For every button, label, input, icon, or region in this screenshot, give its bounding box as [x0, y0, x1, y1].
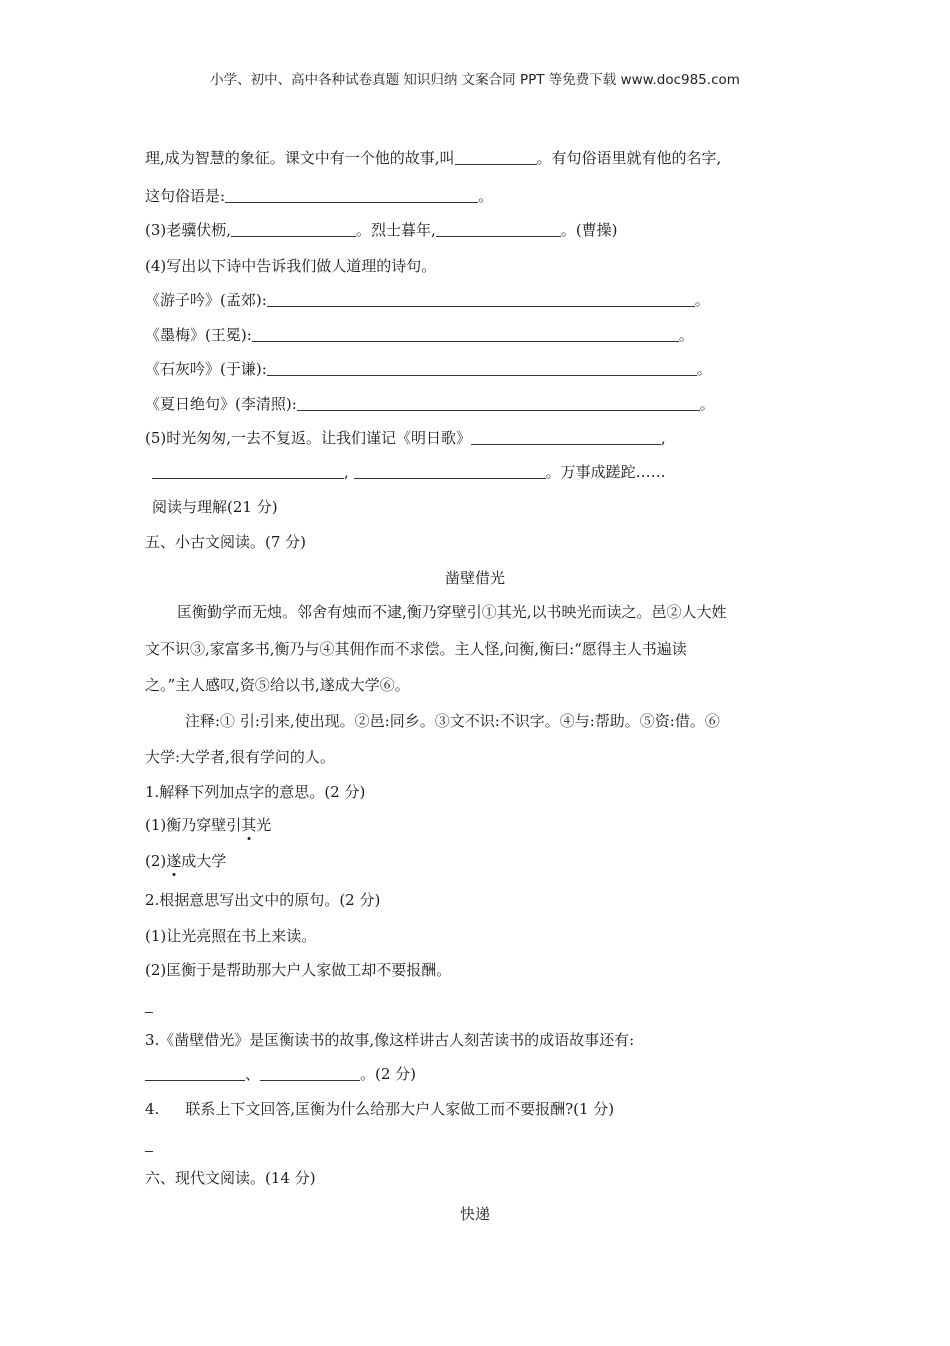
poem-label: 《石灰吟》(于谦):	[145, 360, 267, 378]
q4-number: 4.	[145, 1100, 160, 1118]
q3-text-b: 。烈士暮年,	[356, 221, 436, 239]
poem-line	[145, 359, 712, 379]
poem-label: 《墨梅》(王冕):	[145, 326, 252, 344]
passage-line: 文不识③,家富多书,衡乃与④其佣作而不求偿。主人怪,问衡,衡曰:“愿得主人书遍读	[145, 640, 687, 658]
q3-text-c: 。(曹操)	[560, 221, 618, 239]
notes-line: 大学:大学者,很有学问的人。	[145, 748, 335, 766]
passage-line: 之。”主人感叹,资⑤给以书,遂成大学⑥。	[145, 676, 410, 694]
section-reading-title: 阅读与理解(21 分)	[152, 498, 278, 516]
poem-line	[145, 394, 715, 414]
q1-a-text: (1)衡乃穿壁引	[145, 816, 242, 834]
q1-b-text: (2)	[145, 852, 167, 870]
q3-line	[145, 220, 618, 240]
q1-item-b	[145, 851, 226, 871]
poem-label: 《游子吟》(孟郊):	[145, 291, 267, 309]
poem-end: 。	[678, 326, 694, 344]
q1-item-a	[145, 815, 271, 835]
answer-blank[interactable]	[231, 221, 356, 237]
q2-item-a: (1)让光亮照在书上来读。	[145, 927, 317, 945]
q4-title: (4)写出以下诗中告诉我们做人道理的诗句。	[145, 257, 437, 275]
q1-b-text-end: 成大学	[181, 852, 227, 870]
answer-blank[interactable]	[354, 463, 546, 479]
dotted-char: 其	[241, 816, 257, 834]
q5-comma: ,	[661, 429, 666, 447]
answer-blank[interactable]	[225, 187, 478, 203]
section5-title: 五、小古文阅读。(7 分)	[145, 533, 307, 551]
answer-blank[interactable]	[252, 326, 679, 342]
page-header: 小学、初中、高中各种试卷真题 知识归纳 文案合同 PPT 等免费下载 www.doc985.com	[210, 72, 740, 88]
q3-title: 3.《凿壁借光》是匡衡读书的故事,像这样讲古人刻苦读书的成语故事还有:	[145, 1031, 635, 1049]
answer-dash[interactable]	[145, 1012, 153, 1013]
answer-blank[interactable]	[455, 149, 537, 165]
q5-end: 。万事成蹉跎……	[545, 463, 666, 481]
notes-line: 注释:① 引:引来,使出现。②邑:同乡。③文不识:不识字。④与:帮助。⑤资:借。⑥	[185, 712, 720, 730]
q-prev-line2	[145, 186, 493, 206]
q5-line1	[145, 428, 666, 448]
q5-text-a: (5)时光匆匆,一去不复返。让我们谨记《明日歌》	[145, 429, 472, 447]
dotted-char: 遂	[166, 852, 182, 870]
q-prev-text-d: 。	[478, 187, 494, 205]
q1-title: 1.解释下列加点字的意思。(2 分)	[145, 783, 366, 801]
answer-blank[interactable]	[145, 1065, 245, 1081]
q3-answer-line	[145, 1064, 416, 1084]
q2-item-b: (2)匡衡于是帮助那大户人家做工却不要报酬。	[145, 961, 452, 979]
answer-blank[interactable]	[297, 395, 700, 411]
answer-dash[interactable]	[145, 1151, 153, 1152]
poem-end: 。	[694, 291, 710, 309]
poem-label: 《夏日绝句》(李清照):	[145, 395, 297, 413]
q-prev-text-a: 理,成为智慧的象征。课文中有一个他的故事,叫	[145, 149, 455, 167]
separator: 、	[245, 1065, 261, 1083]
answer-blank[interactable]	[152, 463, 344, 479]
q-prev-text-c: 这句俗语是:	[145, 187, 226, 205]
q-prev-line1	[145, 148, 721, 168]
poem-line	[145, 325, 694, 345]
poem-end: 。	[696, 360, 712, 378]
q3-end: 。(2 分)	[360, 1065, 417, 1083]
poem-line	[145, 290, 710, 310]
q3-text-a: (3)老骥伏枥,	[145, 221, 232, 239]
answer-blank[interactable]	[267, 360, 697, 376]
answer-blank[interactable]	[267, 291, 695, 307]
passage-line: 匡衡勤学而无烛。邻舍有烛而不逮,衡乃穿壁引①其光,以书映光而读之。邑②人大姓	[177, 603, 727, 621]
q5-line2	[152, 462, 666, 482]
passage-title: 快递	[459, 1205, 490, 1223]
answer-blank[interactable]	[260, 1065, 360, 1081]
answer-blank[interactable]	[436, 221, 561, 237]
q-prev-text-b: 。有句俗语里就有他的名字,	[536, 149, 722, 167]
poem-end: 。	[699, 395, 715, 413]
q4-line	[145, 1099, 614, 1119]
answer-blank[interactable]	[471, 429, 661, 445]
q2-title: 2.根据意思写出文中的原句。(2 分)	[145, 891, 381, 909]
q1-a-text-end: 光	[256, 816, 272, 834]
q4-text: 联系上下文回答,匡衡为什么给那大户人家做工而不要报酬?(1 分)	[185, 1100, 615, 1118]
section6-title: 六、现代文阅读。(14 分)	[145, 1169, 316, 1187]
q5-comma: ,	[344, 463, 349, 481]
passage-title: 凿壁借光	[444, 569, 505, 587]
